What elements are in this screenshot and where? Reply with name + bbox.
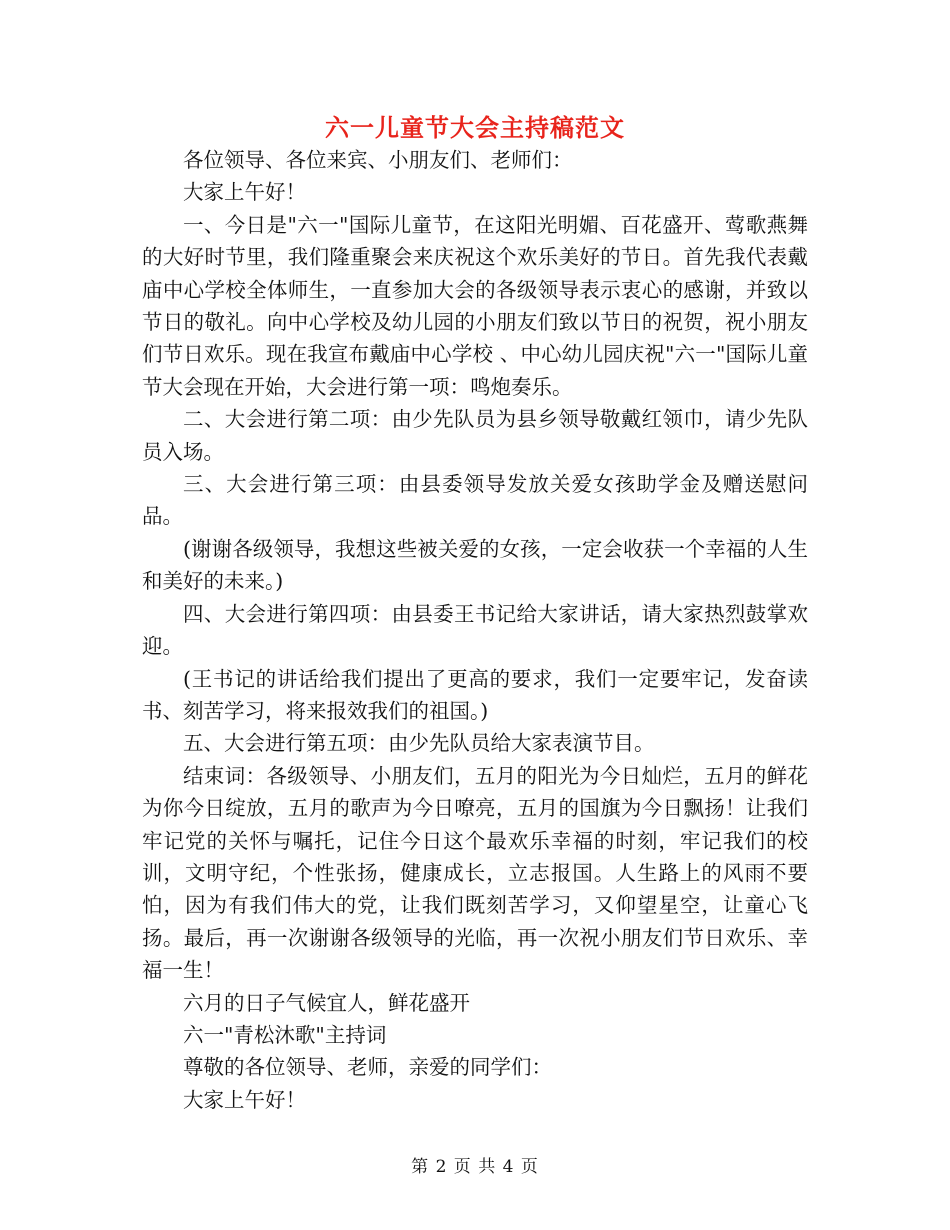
paragraph-good-morning: 大家上午好！: [183, 180, 306, 205]
paragraph-subtitle: 六一"青松沐歌"主持词: [183, 1022, 387, 1047]
document-title: 六一儿童节大会主持稿范文: [325, 113, 625, 142]
paragraph-note-1: (谢谢各级领导，我想这些被关爱的女孩，一定会收获一个幸福的人生和美好的未来。): [142, 536, 808, 594]
paragraph-good-morning-2: 大家上午好！: [183, 1087, 306, 1112]
document-body: [142, 144, 808, 1116]
paragraph-greeting-2: 尊敬的各位领导、老师，亲爱的同学们：: [183, 1055, 552, 1080]
paragraph-note-2: (王书记的讲话给我们提出了更高的要求，我们一定要牢记，发奋读书、刻苦学习，将来报效我们的祖国。): [142, 666, 808, 723]
paragraph-item-3: 三、大会进行第三项：由县委领导发放关爱女孩助学金及赠送慰问品。: [142, 472, 808, 529]
paragraph-item-5: 五、大会进行第五项：由少先队员给大家表演节目。: [183, 731, 655, 756]
paragraph-june: 六月的日子气候宜人，鲜花盛开: [183, 990, 470, 1015]
paragraph-item-2: 二、大会进行第二项：由少先队员为县乡领导敬戴红领巾，请少先队员入场。: [142, 407, 808, 464]
paragraph-item-1: 一、今日是"六一"国际儿童节，在这阳光明媚、百花盛开、莺歌燕舞的大好时节里，我们隆重聚会来庆祝这个欢乐美好的节日。首先我代表戴庙中心学校全体师生，一直参加大会的各级领导表示衷心的感谢，并致以节日的敬礼。向中心学校及幼儿园的小朋友们致以节日的祝贺，祝小朋友们节日欢乐。现在我宣布戴庙中心学校 、中心幼儿园庆祝"六一"国际儿童节大会现在开始，大会进行第一项：鸣炮奏乐。: [142, 212, 808, 399]
paragraph-closing: 结束词：各级领导、小朋友们，五月的阳光为今日灿烂，五月的鲜花为你今日绽放，五月的歌声为今日嘹亮，五月的国旗为今日飘扬！让我们牢记党的关怀与嘱托，记住今日这个最欢乐幸福的时刻，牢记我们的校训，文明守纪，个性张扬，健康成长，立志报国。人生路上的风雨不要怕，因为有我们伟大的党，让我们既刻苦学习，又仰望星空，让童心飞扬。最后，再一次谢谢各级领导的光临，再一次祝小朋友们节日欢乐、幸福一生！: [142, 763, 808, 983]
paragraph-item-4: 四、大会进行第四项：由县委王书记给大家讲话，请大家热烈鼓掌欢迎。: [142, 601, 808, 659]
page-footer: 第 2 页 共 4 页: [411, 1157, 539, 1177]
paragraph-greeting: 各位领导、各位来宾、小朋友们、老师们：: [183, 148, 573, 172]
